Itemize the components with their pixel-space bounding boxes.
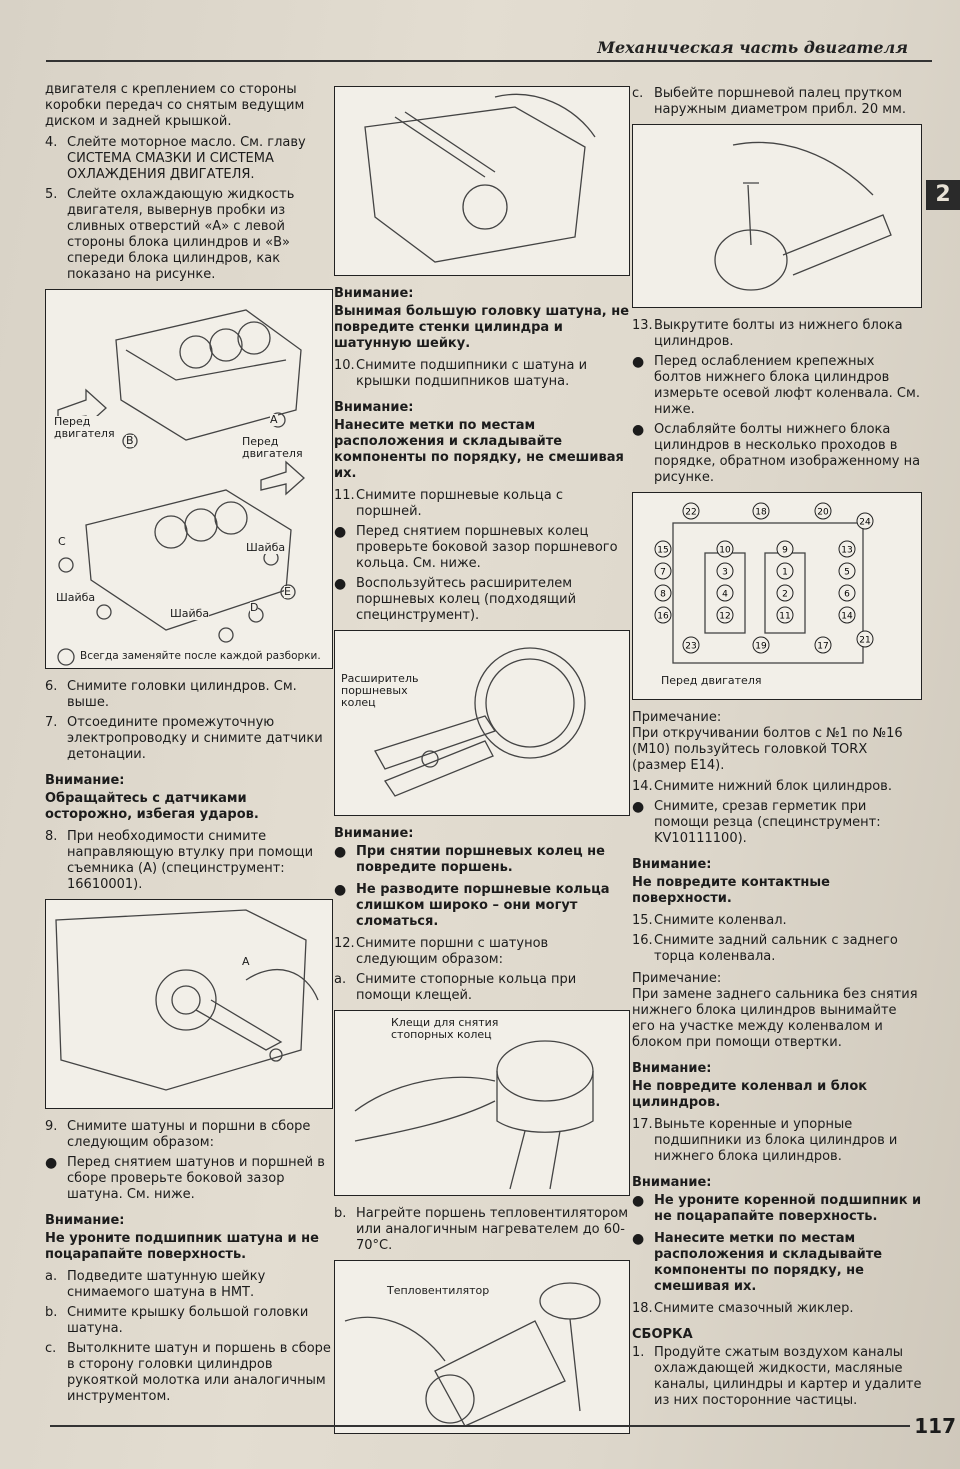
warning-1-title: Внимание: — [45, 773, 125, 788]
piston-pin-drawing — [633, 125, 909, 307]
step-6: 6. Снимите головки цилиндров. См. выше. — [45, 679, 297, 710]
label-ring-expander: Расширитель поршневых колец — [341, 673, 431, 709]
label-washer-1: Шайба — [246, 541, 286, 554]
step-7: 7. Отсоедините промежуточную электропроводку и снимите датчики детонации. — [45, 715, 323, 762]
step-11-bullet-1: ● Перед снятием поршневых колец проверьте боковой зазор поршневого кольца. См. ниже. — [334, 524, 618, 571]
figure-bolt-order — [632, 492, 922, 700]
step-14-bullet: ● Снимите, срезав герметик при помощи резца (специнструмент: KV10111100). — [632, 799, 881, 846]
bolt-number: 16 — [657, 611, 669, 622]
column-1 — [45, 82, 333, 1409]
step-18: 18. Снимите смазочный жиклер. — [632, 1301, 854, 1316]
step-10: 10. Снимите подшипники с шатуна и крышки подшипников шатуна. — [334, 358, 588, 389]
substep-c: c. Выбейте поршневой палец прутком наружным диаметром прибл. 20 мм. — [632, 86, 906, 117]
bolt-number: 17 — [817, 641, 829, 652]
step-12: 12. Снимите поршни с шатунов следующим образом: — [334, 936, 549, 967]
ring-expander-drawing — [335, 631, 605, 815]
warning-2-title: Внимание: — [334, 400, 414, 415]
step-15: 15. Снимите коленвал. — [632, 913, 787, 928]
bolt-number: 6 — [844, 589, 850, 600]
label-washer-2: Шайба — [56, 591, 96, 604]
bolt-number: 20 — [817, 507, 829, 518]
label-A: A — [270, 413, 278, 426]
bolt-number: 3 — [722, 567, 728, 578]
bolt-number: 4 — [722, 589, 728, 600]
bolt-number: 7 — [660, 567, 666, 578]
bolt-order-drawing — [633, 493, 909, 699]
label-E: E — [284, 585, 291, 598]
chapter-tab: 2 — [926, 180, 960, 210]
step-17: 17. Выньте коренные и упорные подшипники из блока цилиндров и нижнего блока цилиндров. — [632, 1117, 898, 1164]
warning-2-title: Внимание: — [632, 1061, 712, 1076]
footer-rule — [50, 1425, 910, 1427]
label-heat-gun: Тепловентилятор — [387, 1284, 490, 1297]
step-5: 5. Слейте охлаждающую жидкость двигателя, вывернув пробки из сливных отверстий «А» с левой стороны блока цилиндров и «В» спереди блока цилиндров, как показано на рисунке. — [45, 187, 295, 282]
figure-conrod-removal — [334, 86, 630, 276]
warning-1-title: Внимание: — [632, 857, 712, 872]
bolt-number: 11 — [779, 611, 791, 622]
bolt-number: 9 — [782, 545, 788, 556]
warning-2-text: Не уроните подшипник шатуна и не поцарапайте поверхность. — [45, 1231, 319, 1262]
figure-ring-expander — [334, 630, 630, 816]
bolt-number: 12 — [719, 611, 731, 622]
bolt-number: 21 — [859, 635, 871, 646]
label-replace-note: Всегда заменяйте после каждой разборки. — [80, 650, 321, 662]
step-9: 9. Снимите шатуны и поршни в сборе следующим образом: — [45, 1119, 311, 1150]
note-2-text: При замене заднего сальника без снятия нижнего блока цилиндров вынимайте его на участке между коленвалом и блоком при помощи отвертки. — [632, 987, 918, 1050]
warning-3-title: Внимание: — [334, 826, 414, 841]
bolt-number: 10 — [719, 545, 731, 556]
warning-3-bullet-2: ● Нанесите метки по местам расположения и складывайте компоненты по порядку, не смешивая их. — [632, 1231, 883, 1294]
bolt-number: 19 — [755, 641, 767, 652]
header-rule — [46, 60, 932, 62]
bolt-number: 14 — [841, 611, 853, 622]
substep-a: a. Снимите стопорные кольца при помощи клещей. — [334, 972, 577, 1003]
warning-1-title: Внимание: — [334, 286, 414, 301]
step-11: 11. Снимите поршневые кольца с поршней. — [334, 488, 564, 519]
substep-a: a. Подведите шатунную шейку снимаемого шатуна в НМТ. — [45, 1269, 266, 1300]
note-1-title: Примечание: — [632, 710, 722, 725]
assembly-title: СБОРКА — [632, 1327, 693, 1342]
conrod-removal-drawing — [335, 87, 607, 275]
figure-piston-pin — [632, 124, 922, 308]
substep-c: c. Вытолкните шатун и поршень в сборе в сторону головки цилиндров рукояткой молотка или аналогичным инструментом. — [45, 1341, 331, 1404]
warning-3-bullet-1: ● Не уроните коренной подшипник и не поцарапайте поверхность. — [632, 1193, 922, 1224]
warning-1-text: Вынимая большую головку шатуна, не повредите стенки цилиндра и шатунную шейку. — [334, 304, 630, 351]
column-2 — [334, 86, 630, 1444]
bolt-number: 8 — [660, 589, 666, 600]
label-washer-3: Шайба — [170, 607, 210, 620]
puller-drawing — [46, 900, 322, 1108]
section-header: Механическая часть двигателя — [597, 38, 908, 57]
label-front-1: Перед двигателя — [54, 415, 115, 440]
label-puller-A: A — [242, 955, 250, 968]
warning-1-text: Не повредите контактные поверхности. — [632, 875, 830, 906]
figure-heat-gun — [334, 1260, 630, 1434]
substep-b: b. Снимите крышку большой головки шатуна. — [45, 1305, 309, 1336]
bolt-number: 22 — [685, 507, 697, 518]
note-2-title: Примечание: — [632, 971, 722, 986]
assembly-step-1: 1. Продуйте сжатым воздухом каналы охлаждающей жидкости, масляные каналы, цилиндры и картер и удалите из них посторонние частицы. — [632, 1345, 922, 1408]
bolt-number: 1 — [782, 567, 788, 578]
bolt-number: 5 — [844, 567, 850, 578]
step-16: 16. Снимите задний сальник с заднего торца коленвала. — [632, 933, 898, 964]
step-13: 13. Выкрутите болты из нижнего блока цилиндров. — [632, 318, 903, 349]
bolt-number: 24 — [859, 517, 871, 528]
note-1-text: При откручивании болтов с №1 по №16 (M10) пользуйтесь головкой TORX (размер E14). — [632, 726, 903, 773]
figure-guide-bushing — [45, 899, 333, 1109]
step-11-bullet-2: ● Воспользуйтесь расширителем поршневых колец (подходящий специнструмент). — [334, 576, 577, 623]
step-14: 14. Снимите нижний блок цилиндров. — [632, 779, 892, 794]
step-13-bullet-1: ● Перед ослаблением крепежных болтов нижнего блока цилиндров измерьте осевой люфт коленвала. См. ниже. — [632, 354, 920, 417]
warning-2-text: Нанесите метки по местам расположения и складывайте компоненты по порядку, не смешивая их. — [334, 418, 624, 481]
warning-3-bullet-1: ● При снятии поршневых колец не повредите поршень. — [334, 844, 605, 875]
figure-snap-ring-pliers — [334, 1010, 630, 1196]
label-pliers: Клещи для снятия стопорных колец — [391, 1017, 501, 1041]
bolt-number: 15 — [657, 545, 669, 556]
page-number: 117 — [914, 1414, 956, 1438]
label-front-2: Перед двигателя — [242, 435, 303, 460]
bolt-number: 2 — [782, 589, 788, 600]
label-C: C — [58, 535, 66, 548]
intro-text: двигателя с креплением со стороны коробки передач со снятым ведущим диском и задней крышкой. — [45, 82, 305, 129]
substep-b: b. Нагрейте поршень тепловентилятором или аналогичным нагревателем до 60-70°C. — [334, 1206, 629, 1253]
label-D: D — [250, 601, 259, 614]
column-3 — [632, 86, 922, 1413]
warning-3-title: Внимание: — [632, 1175, 712, 1190]
warning-1-text: Обращайтесь с датчиками осторожно, избегая ударов. — [45, 791, 259, 822]
figure-drain-plugs — [45, 289, 333, 669]
bolt-number: 18 — [755, 507, 767, 518]
bolt-number: 13 — [841, 545, 853, 556]
warning-3-bullet-2: ● Не разводите поршневые кольца слишком широко – они могут сломаться. — [334, 882, 610, 929]
label-engine-front: Перед двигателя — [661, 674, 762, 687]
step-8: 8. При необходимости снимите направляющую втулку при помощи съемника (A) (специнструмент: 16610001). — [45, 829, 314, 892]
label-B: B — [126, 434, 134, 447]
step-13-bullet-2: ● Ослабляйте болты нижнего блока цилиндров в несколько проходов в порядке, обратном изображенному на рисунке. — [632, 422, 921, 485]
step-4: 4. Слейте моторное масло. См. главу СИСТЕМА СМАЗКИ И СИСТЕМА ОХЛАЖДЕНИЯ ДВИГАТЕЛЯ. — [45, 135, 306, 182]
bolt-number: 23 — [685, 641, 697, 652]
warning-2-text: Не повредите коленвал и блок цилиндров. — [632, 1079, 868, 1110]
step-9-bullet: ● Перед снятием шатунов и поршней в сборе проверьте боковой зазор шатуна. См. ниже. — [45, 1155, 325, 1202]
warning-2-title: Внимание: — [45, 1213, 125, 1228]
